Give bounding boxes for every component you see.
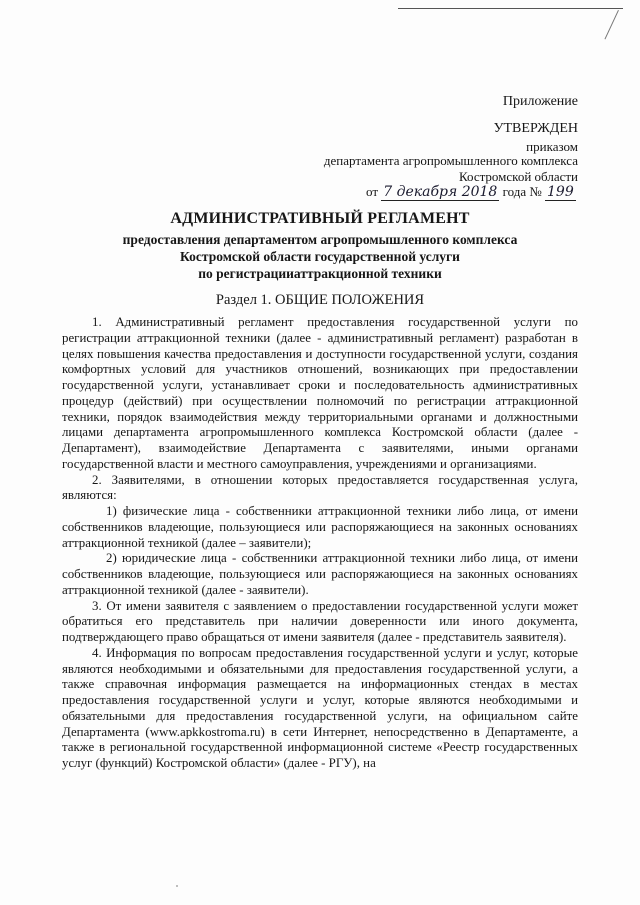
scan-artifact-line <box>398 8 623 9</box>
section-heading: Раздел 1. ОБЩИЕ ПОЛОЖЕНИЯ <box>215 292 425 308</box>
handwritten-number: 199 <box>547 184 574 200</box>
paragraph-1: 1. Административный регламент предоставления государственной услуги по регистрации аттракционной техники (далее - административный регламент) разработан в целях повышения качества предоставления и доступности государственной услуги, создания комфортных условий для участников отношений, возникающих при предоставлении государственной услуги, устанавливает сроки и последовательность административных процедур (действий) при осуществлении полномочий по регистрации аттракционной техники, порядок взаимодействия между территориальными органами и должностными лицами департамента агропромышленного комплекса Костромской области (далее - Департамент), взаимодействие Департамента с заявителями, иными органами государственной власти и местного самоуправления, учреждениями и организациями. <box>62 315 578 471</box>
scan-artifact-mark <box>604 10 618 39</box>
date-suffix: года № <box>502 184 542 199</box>
subtitle-line: предоставления департаментом агропромышленного комплекса <box>122 232 518 247</box>
paragraph-4: 4. Информация по вопросам предоставления государственной услуги и услуг, которые являются необходимыми и обязательными для предоставления государственной услуги, а также справочная информация размещается на информационных стендах в местах предоставления государственной услуги и услуг, которые являются необходимыми и обязательными для предоставления государственной услуги, на официальном сайте Департамента (www.apkkostroma.ru) в сети Интернет, непосредственно в Департаменте, а также в региональной государственной информационной системе «Реестр государственных услуг (функций) Костромской области» (далее - РГУ), на <box>62 645 578 770</box>
document-body <box>62 315 578 772</box>
list-item-2: 2) юридические лица - собственники аттракционной техники либо лица, от имени собственников владеющие, пользующиеся или распоряжающиеся на законных основаниях аттракционной техникой (далее - заявители). <box>62 551 578 597</box>
document-subtitle <box>80 231 560 282</box>
paragraph-3: 3. От имени заявителя с заявлением о предоставлении государственной услуги может обратиться его представитель при наличии доверенности или иного документа, подтверждающего право обращаться от имени заявителя (далее - представитель заявителя). <box>62 598 578 644</box>
subtitle-line: Костромской области государственной услуги <box>180 249 460 264</box>
list-item-1: 1) физические лица - собственники аттракционной техники либо лица, от имени собственников владеющие, пользующиеся или распоряжающиеся на законных основаниях аттракционной техникой (далее – заявители); <box>62 504 578 550</box>
appendix-label: Приложение <box>502 94 578 109</box>
order-label: приказом <box>526 139 578 154</box>
subtitle-line: по регистрацииаттракционной техники <box>198 266 442 281</box>
order-date-line <box>366 184 576 200</box>
document-title: АДМИНИСТРАТИВНЫЙ РЕГЛАМЕНТ <box>170 210 470 227</box>
date-prefix: от <box>366 184 379 199</box>
department-line-2: Костромской области <box>458 169 578 184</box>
approved-label: УТВЕРЖДЕН <box>493 121 578 136</box>
handwritten-date: 7 декабря 2018 <box>383 184 498 200</box>
department-line-1: департамента агропромышленного комплекса <box>323 153 578 168</box>
scan-speck <box>176 885 178 887</box>
paragraph-2: 2. Заявителями, в отношении которых предоставляется государственная услуга, являются: <box>62 472 578 503</box>
